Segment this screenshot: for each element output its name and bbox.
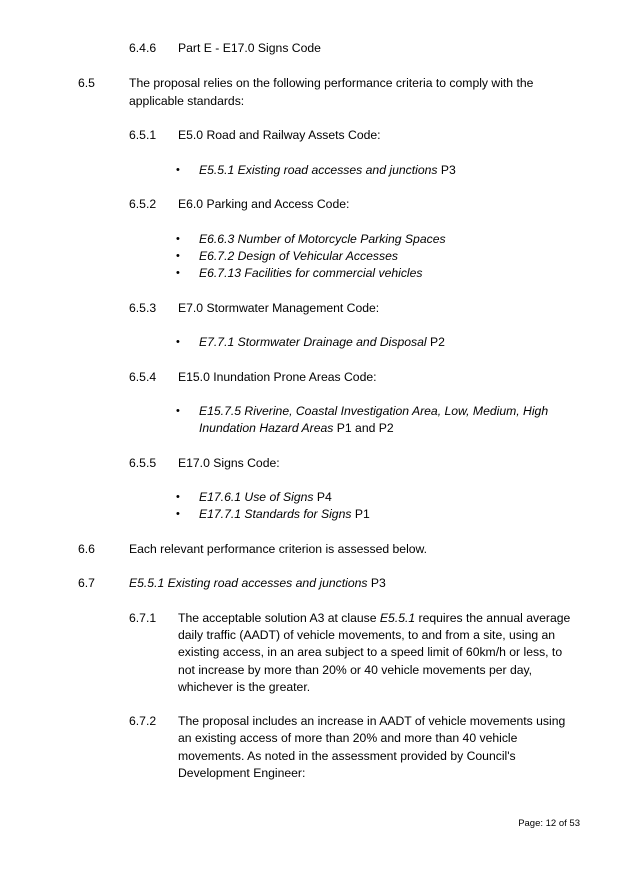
bullet-item: E17.6.1 Use of Signs P4 [199,490,332,504]
paragraph-line: The acceptable solution A3 at clause E5.5.1 requires the annual average [178,611,571,625]
page-number: Page: 12 of 53 [518,818,580,829]
bullet-item: E7.7.1 Stormwater Drainage and Disposal P2 [199,335,445,349]
section-number: 6.7 [78,576,95,590]
bullet-icon: • [176,267,180,279]
paragraph-line: an existing access of more than 20% and more than 40 vehicle [178,731,518,745]
section-number: 6.4.6 [129,41,157,55]
section-heading: E5.5.1 Existing road accesses and junctions P3 [129,576,386,590]
section-heading: E17.0 Signs Code: [178,456,280,470]
section-number: 6.7.1 [129,611,157,625]
bullet-item: E5.5.1 Existing road accesses and junctions P3 [199,163,456,177]
section-number: 6.5 [78,76,95,90]
bullet-item: E15.7.5 Riverine, Coastal Investigation Area, Low, Medium, High [199,404,549,418]
section-heading: Part E - E17.0 Signs Code [178,41,321,55]
bullet-item: E17.7.1 Standards for Signs P1 [199,507,370,521]
bullet-icon: • [176,250,180,262]
bullet-item: E6.7.13 Facilities for commercial vehicles [199,266,423,280]
section-heading: E5.0 Road and Railway Assets Code: [178,128,381,142]
section-number: 6.5.2 [129,197,157,211]
paragraph-line: not increase by more than 20% or 40 vehicle movements per day, [178,663,533,677]
section-number: 6.5.4 [129,370,157,384]
paragraph-line: movements. As noted in the assessment provided by Council's [178,749,516,763]
paragraph-line: whichever is the greater. [178,680,311,694]
section-number: 6.6 [78,542,95,556]
paragraph-line: existing access, in an area subject to a speed limit of 60km/h or less, to [178,645,563,659]
bullet-icon: • [176,164,180,176]
paragraph-line: Development Engineer: [178,766,306,780]
paragraph-line: daily traffic (AADT) of vehicle movements, to and from a site, using an [178,628,556,642]
section-number: 6.7.2 [129,714,157,728]
paragraph-line: applicable standards: [129,94,245,108]
section-number: 6.5.3 [129,301,157,315]
bullet-icon: • [176,336,180,348]
section-heading: E15.0 Inundation Prone Areas Code: [178,370,377,384]
bullet-item: E6.6.3 Number of Motorcycle Parking Spaces [199,232,446,246]
paragraph-line: The proposal includes an increase in AADT of vehicle movements using [178,714,566,728]
bullet-icon: • [176,233,180,245]
bullet-icon: • [176,508,180,520]
bullet-item: E6.7.2 Design of Vehicular Accesses [199,249,398,263]
bullet-icon: • [176,491,180,503]
section-heading: E6.0 Parking and Access Code: [178,197,350,211]
bullet-icon: • [176,405,180,417]
section-number: 6.5.5 [129,456,157,470]
paragraph-line: Each relevant performance criterion is assessed below. [129,542,428,556]
section-heading: E7.0 Stormwater Management Code: [178,301,380,315]
bullet-item-continuation: Inundation Hazard Areas P1 and P2 [199,421,394,435]
paragraph-line: The proposal relies on the following performance criteria to comply with the [129,76,534,90]
section-number: 6.5.1 [129,128,157,142]
